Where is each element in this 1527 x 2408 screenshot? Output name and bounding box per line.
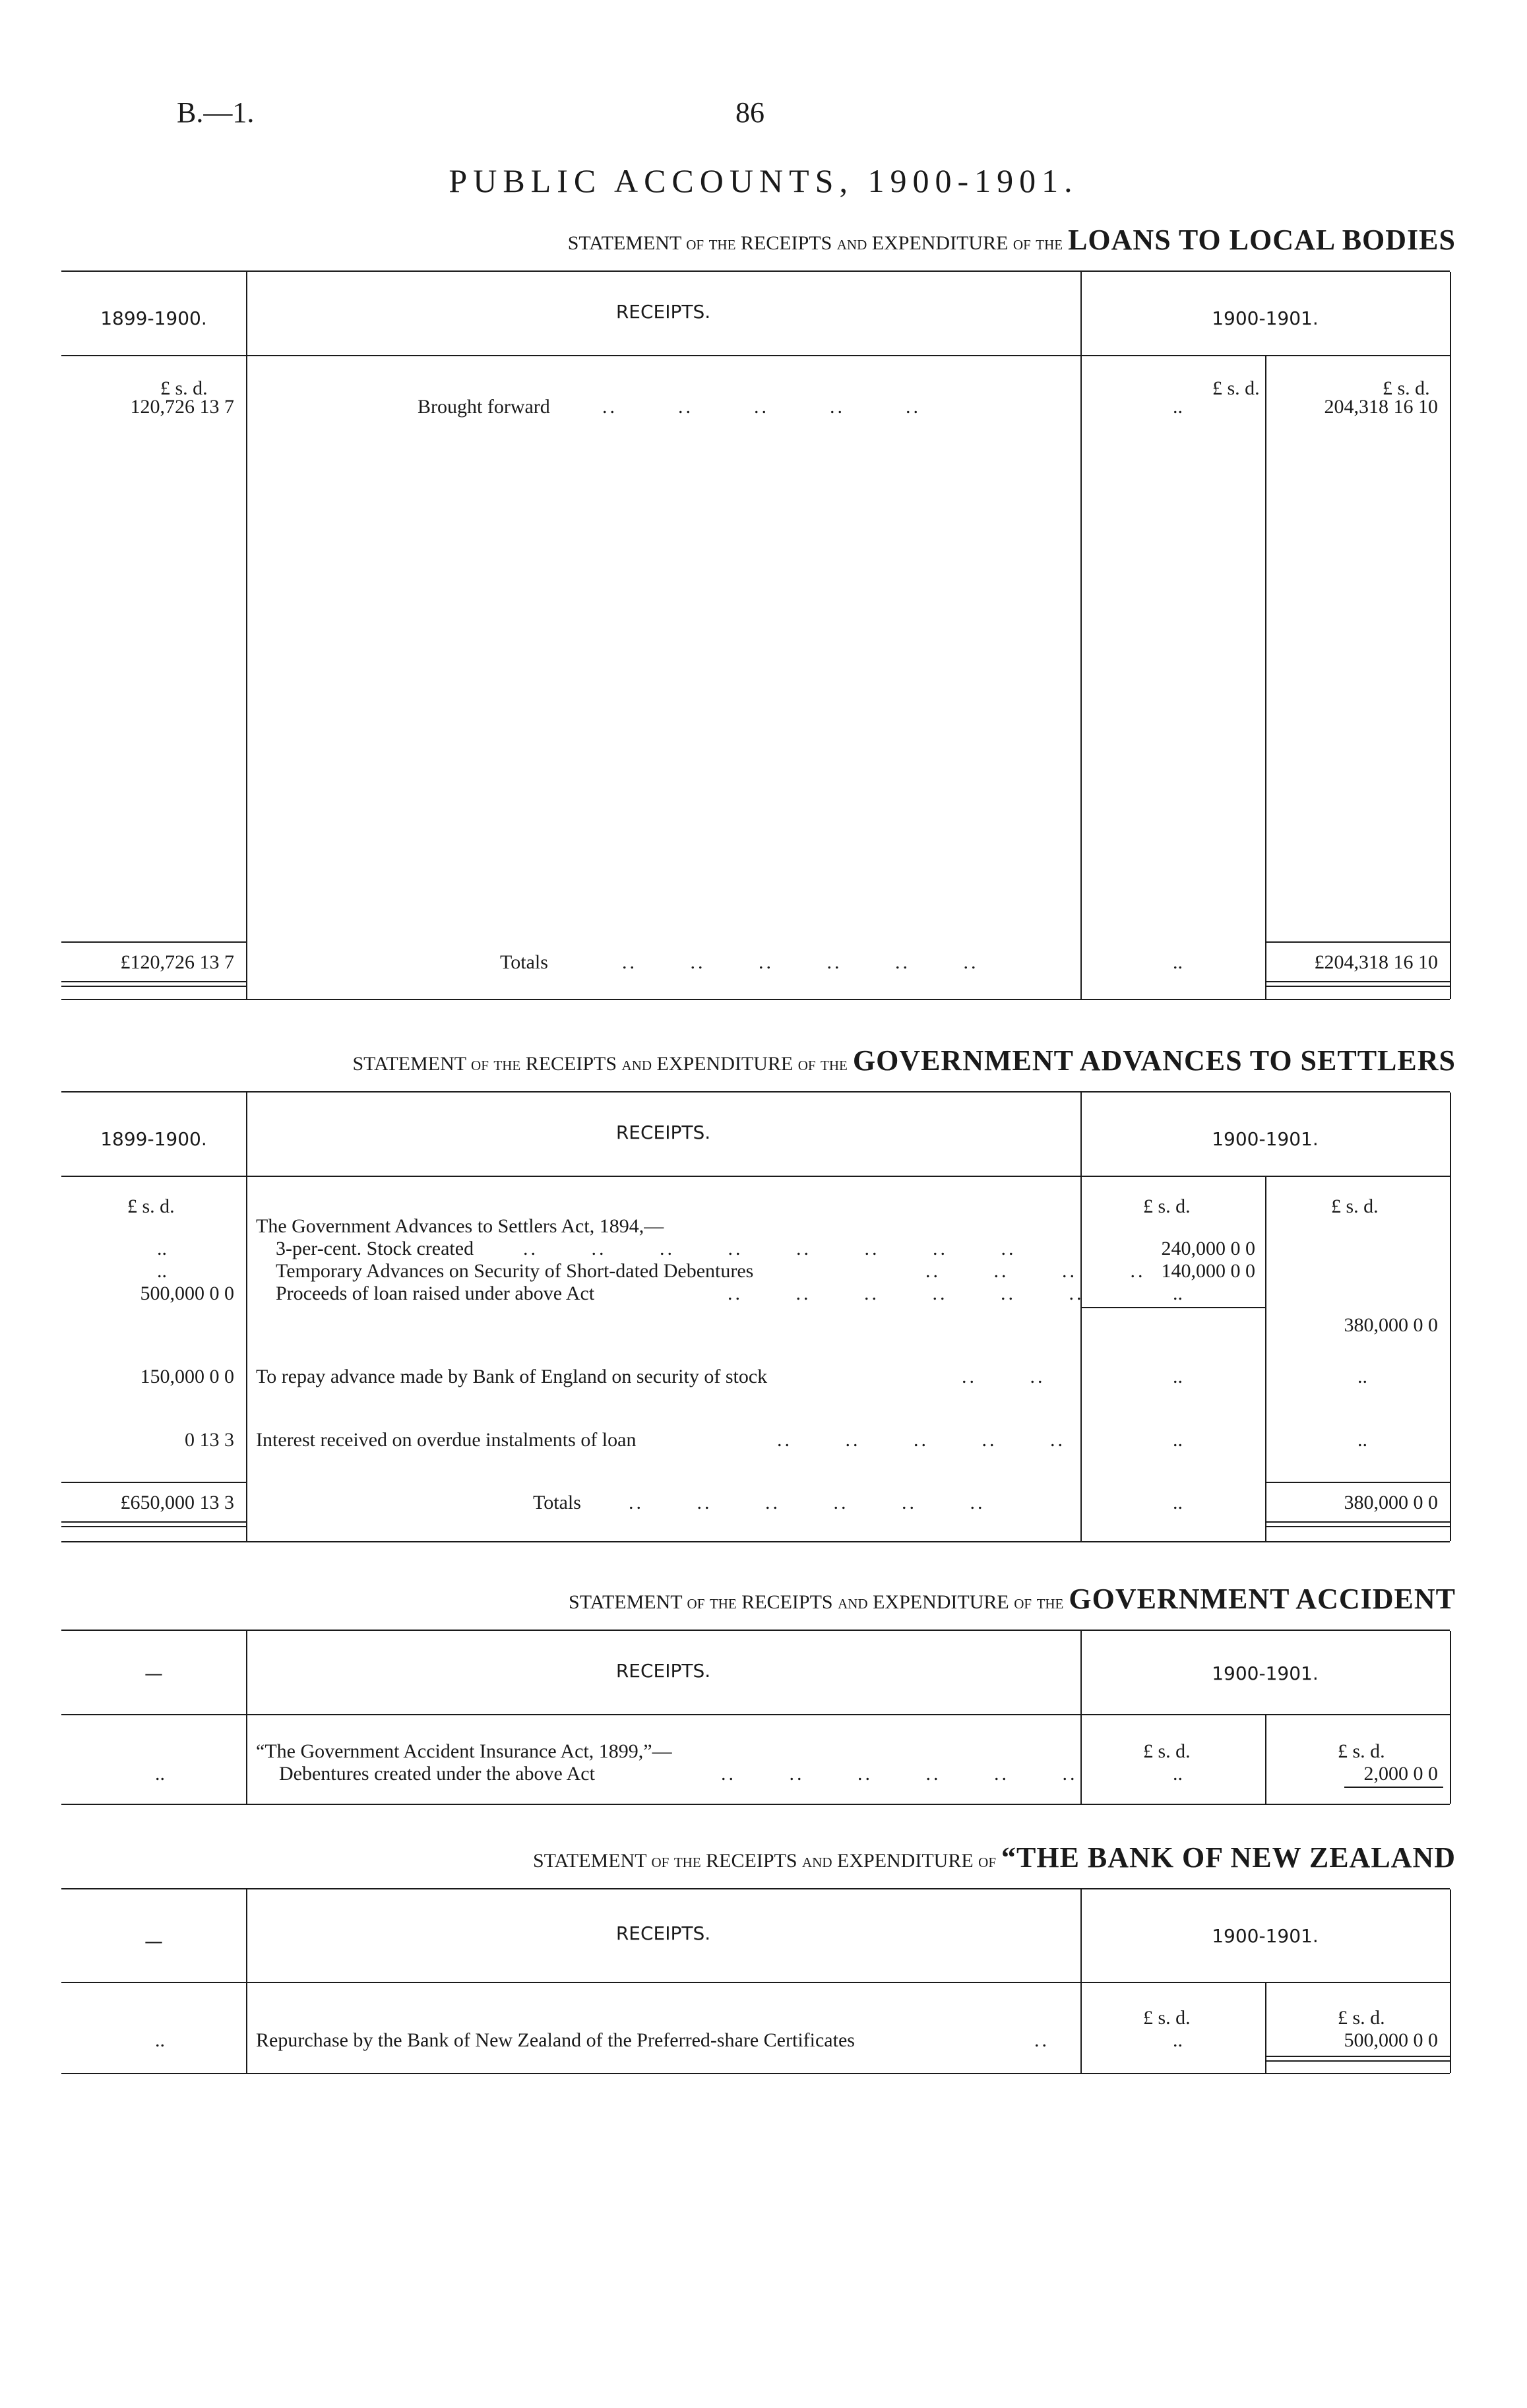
lsd-header: £ s. d. — [1143, 1740, 1191, 1762]
column-header-curr-year: 1900-1901. — [1212, 1925, 1319, 1947]
lsd-header: £ s. d. — [1383, 377, 1430, 399]
totals-total: £204,318 16 10 — [1314, 951, 1438, 973]
statement-heading-accident — [569, 1582, 1456, 1616]
statement-heading-loans — [568, 223, 1456, 257]
debentures-detail: .. — [1173, 1763, 1183, 1785]
repurchase-total: 500,000 0 0 — [1344, 2029, 1438, 2051]
column-header-curr-year: 1900-1901. — [1212, 1128, 1319, 1150]
statement-heading-advances — [352, 1044, 1456, 1077]
leader-dots: .. .. .. .. .. .. — [721, 1763, 1078, 1785]
statement-title: LOANS TO LOCAL BODIES — [1068, 224, 1456, 256]
advances-subtotal: 380,000 0 0 — [1344, 1314, 1438, 1336]
bank-england-detail: .. — [1173, 1366, 1183, 1387]
column-header-prev-year: 1899-1900. — [100, 1128, 207, 1150]
leader-dots: .. .. .. .. — [925, 1260, 1146, 1282]
repurchase-detail: .. — [1173, 2029, 1183, 2051]
column-header-prev-year: — — [144, 1930, 163, 1952]
column-header-receipts: RECEIPTS. — [615, 1122, 711, 1143]
brought-forward-total: 204,318 16 10 — [1324, 396, 1438, 418]
lsd-header: £ s. d. — [1143, 2007, 1191, 2029]
statement-title: “THE BANK OF NEW ZEALAND — [1001, 1841, 1456, 1874]
column-header-prev-year: — — [144, 1663, 163, 1684]
temp-advances-label: Temporary Advances on Security of Short-dated Debentures — [276, 1260, 754, 1282]
totals-prev: £650,000 13 3 — [120, 1492, 234, 1513]
leader-dots: .. .. .. .. .. .. — [629, 1492, 985, 1513]
interest-total: .. — [1357, 1429, 1367, 1451]
leader-dots: .. .. .. .. .. .. — [622, 951, 979, 973]
accident-table — [61, 1630, 1450, 1805]
repurchase-label: Repurchase by the Bank of New Zealand of the Preferred-share Certificates — [256, 2029, 855, 2051]
leader-dots: .. — [1034, 2029, 1049, 2051]
loan-proceeds-label: Proceeds of loan raised under above Act — [276, 1283, 595, 1304]
lsd-header: £ s. d. — [127, 1195, 175, 1217]
stock-label: 3-per-cent. Stock created — [276, 1238, 474, 1259]
column-header-curr-year: 1900-1901. — [1212, 307, 1319, 329]
statement-title: GOVERNMENT ACCIDENT — [1069, 1583, 1456, 1615]
lsd-header: £ s. d. — [1338, 1740, 1385, 1762]
loan-proceeds-detail: .. — [1173, 1283, 1183, 1304]
totals-label: Totals — [533, 1492, 581, 1513]
statement-title: GOVERNMENT ADVANCES TO SETTLERS — [852, 1044, 1456, 1077]
interest-label: Interest received on overdue instalments of loan — [256, 1429, 637, 1451]
stock-detail: 240,000 0 0 — [1161, 1238, 1255, 1259]
statement-prefix: STATEMENT of the RECEIPTS and EXPENDITURE of the — [569, 1591, 1064, 1613]
statement-prefix: STATEMENT of the RECEIPTS and EXPENDITURE of — [532, 1850, 997, 1872]
column-header-curr-year: 1900-1901. — [1212, 1663, 1319, 1684]
bank-england-prev: 150,000 0 0 — [140, 1366, 234, 1387]
leader-dots: .. .. — [962, 1366, 1045, 1387]
totals-prev: £120,726 13 7 — [120, 951, 234, 973]
bank-england-label: To repay advance made by Bank of England on security of stock — [256, 1366, 768, 1387]
column-header-receipts: RECEIPTS. — [615, 1922, 711, 1944]
advances-table — [61, 1091, 1450, 1542]
debentures-label: Debentures created under the above Act — [279, 1763, 595, 1785]
column-header-receipts: RECEIPTS. — [615, 301, 711, 323]
leader-dots: .. .. .. .. .. — [777, 1429, 1065, 1451]
totals-detail: .. — [1173, 1492, 1183, 1513]
debentures-total: 2,000 0 0 — [1363, 1763, 1438, 1785]
loans-table — [61, 270, 1450, 1000]
lsd-header: £ s. d. — [1212, 377, 1260, 399]
repurchase-prev: .. — [155, 2029, 165, 2051]
debentures-prev: .. — [155, 1763, 165, 1785]
temp-advances-prev: .. — [157, 1260, 167, 1282]
leader-dots: .. .. .. .. .. .. .. .. — [523, 1238, 1016, 1259]
totals-total: 380,000 0 0 — [1344, 1492, 1438, 1513]
leader-dots: .. .. .. .. .. .. — [728, 1283, 1084, 1304]
interest-detail: .. — [1173, 1429, 1183, 1451]
lsd-header: £ s. d. — [1331, 1195, 1379, 1217]
brought-forward-detail: .. — [1173, 396, 1183, 418]
brought-forward-prev: 120,726 13 7 — [130, 396, 234, 418]
statement-heading-bank — [533, 1841, 1456, 1874]
column-header-receipts: RECEIPTS. — [615, 1660, 711, 1682]
lsd-header: £ s. d. — [1143, 1195, 1191, 1217]
statement-prefix: STATEMENT of the RECEIPTS and EXPENDITURE of the — [567, 232, 1063, 254]
document-reference: B.—1. — [177, 96, 255, 129]
act-title: “The Government Accident Insurance Act, 1899,”— — [256, 1740, 672, 1762]
lsd-header: £ s. d. — [160, 377, 208, 399]
totals-label: Totals — [500, 951, 548, 973]
loan-proceeds-prev: 500,000 0 0 — [140, 1283, 234, 1304]
page-title: PUBLIC ACCOUNTS, 1900-1901. — [449, 162, 1078, 199]
totals-detail: .. — [1173, 951, 1183, 973]
temp-advances-detail: 140,000 0 0 — [1161, 1260, 1255, 1282]
interest-prev: 0 13 3 — [185, 1429, 234, 1451]
bank-table — [61, 1888, 1450, 2074]
stock-prev: .. — [157, 1238, 167, 1259]
act-title: The Government Advances to Settlers Act, 1894,— — [256, 1215, 664, 1237]
statement-prefix: STATEMENT of the RECEIPTS and EXPENDITURE of the — [352, 1053, 848, 1075]
column-header-prev-year: 1899-1900. — [100, 307, 207, 329]
lsd-header: £ s. d. — [1338, 2007, 1385, 2029]
bank-england-total: .. — [1357, 1366, 1367, 1387]
leader-dots: .. .. .. .. .. — [602, 396, 921, 418]
brought-forward-label: Brought forward — [418, 396, 550, 418]
page-number: 86 — [735, 96, 764, 129]
